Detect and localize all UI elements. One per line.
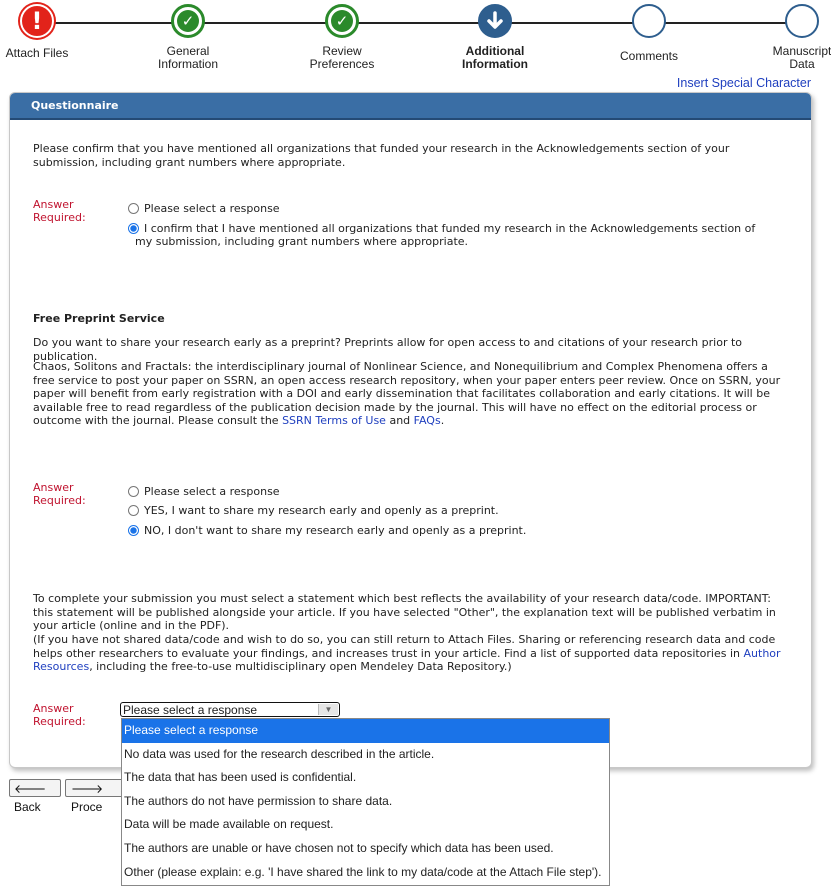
radio-button-selected[interactable]: [128, 525, 139, 536]
check-icon: ✓: [171, 4, 205, 38]
step-label: Additional Information: [462, 44, 528, 71]
panel-title: Questionnaire: [10, 93, 811, 120]
funding-question-text: Please confirm that you have mentioned all organizations that funded your research in the Acknowledgements section of your submission, including grant numbers where appropriate.: [33, 142, 730, 169]
answer-required-label: Answer Required:: [33, 702, 86, 728]
step-review-preferences[interactable]: [297, 0, 387, 71]
dropdown-option[interactable]: Other (please explain: e.g. 'I have shared the link to my data/code at the Attach File step').: [124, 864, 602, 879]
step-label: Review Preferences: [309, 44, 375, 71]
data-availability-dropdown-list[interactable]: [121, 718, 610, 886]
dropdown-option[interactable]: The data that has been used is confidential.: [124, 770, 357, 785]
preprint-heading: Free Preprint Service: [33, 312, 165, 325]
step-label: General Information: [157, 44, 219, 71]
author-resources-link[interactable]: Author Resources: [33, 646, 781, 673]
empty-circle-icon: [632, 4, 666, 38]
empty-circle-icon: [785, 4, 819, 38]
dropdown-option[interactable]: The authors do not have permission to share data.: [124, 793, 393, 808]
data-statement-note: (If you have not shared data/code and wish to do so, you can still return to Attach Files. Sharing or referencing research data and code helps other researchers to evaluate your findings, and increases trust in your article. Find a list of supported data repositories in Author Resources, including the free-to-use multidisciplinary open Mendeley Data Repository.): [33, 633, 781, 673]
radio-option[interactable]: NO, I don't want to share my research early and openly as a preprint.: [128, 524, 526, 537]
answer-required-label: Answer Required:: [33, 481, 86, 507]
step-comments[interactable]: [604, 0, 694, 63]
proceed-button[interactable]: 🡒 Proce: [65, 779, 125, 797]
radio-option[interactable]: Please select a response: [128, 485, 280, 498]
step-manuscript-data[interactable]: [757, 0, 831, 71]
radio-option[interactable]: YES, I want to share my research early and openly as a preprint.: [128, 504, 499, 517]
radio-option[interactable]: I confirm that I have mentioned all organizations that funded my research in the Acknowledgements section of my submission, including grant numbers where appropriate.: [128, 222, 768, 248]
dropdown-option[interactable]: The authors are unable or have chosen not to specify which data has been used.: [124, 840, 554, 855]
dropdown-option[interactable]: Data will be made available on request.: [124, 817, 334, 832]
radio-button[interactable]: [128, 486, 139, 497]
answer-required-label: Answer Required:: [33, 198, 86, 224]
arrow-down-icon: [478, 4, 512, 38]
preprint-body: Chaos, Solitons and Fractals: the interdisciplinary journal of Nonlinear Science, and Nonequilibrium and Complex Phenomena offers a free service to post your paper on SSRN, an open access research repository, when your paper enters peer review. Once on SSRN, your paper will benefit from early registration with a DOI and early dissemination that facilitates collaboration and early citations. It will be available free to read regardless of the publication decision made by the journal. This will have no effect on the editorial process or outcome with the journal. Please consult the SSRN Terms of Use and FAQs.: [33, 360, 781, 427]
preprint-question: Do you want to share your research early as a preprint? Preprints allow for open access to and citations of your research prior to publication.: [33, 336, 743, 363]
chevron-down-icon[interactable]: ▼: [318, 704, 338, 715]
dropdown-option[interactable]: No data was used for the research described in the article.: [124, 746, 435, 761]
step-additional-information[interactable]: [450, 0, 540, 71]
step-general-information[interactable]: [143, 0, 233, 71]
arrow-left-icon: 🡐: [14, 782, 47, 796]
dropdown-option[interactable]: Please select a response: [122, 719, 609, 743]
radio-option[interactable]: Please select a response: [128, 202, 280, 215]
step-label: Comments: [619, 49, 678, 63]
faqs-link[interactable]: FAQs: [413, 414, 441, 427]
exclamation-icon: !: [20, 4, 54, 38]
insert-special-character-link[interactable]: Insert Special Character: [676, 76, 811, 90]
step-label: Manuscript Data: [772, 44, 831, 71]
radio-button[interactable]: [128, 505, 139, 516]
data-statement-text: To complete your submission you must select a statement which best reflects the availability of your research data/code. IMPORTANT: this statement will be published alongside your article. If you have selected "Other", the explanation text will be published verbatim in your article (online and in the PDF).: [33, 592, 776, 632]
step-attach-files[interactable]: [0, 0, 82, 60]
step-label: Attach Files: [5, 46, 69, 60]
back-button[interactable]: 🡐 Back: [9, 779, 61, 797]
data-availability-select[interactable]: Please select a response ▼: [120, 702, 340, 717]
arrow-right-icon: 🡒: [71, 782, 104, 796]
radio-button[interactable]: [128, 203, 139, 214]
check-icon: ✓: [325, 4, 359, 38]
ssrn-terms-link[interactable]: SSRN Terms of Use: [282, 414, 386, 427]
